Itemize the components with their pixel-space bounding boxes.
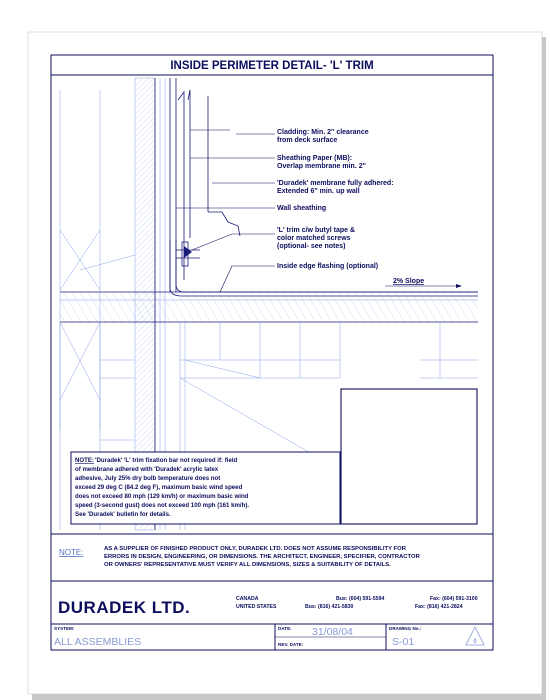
svg-text:Fax: (816) 421-2824: Fax: (816) 421-2824 [415, 604, 463, 610]
callout-wall-sheathing [277, 205, 326, 212]
svg-text:does not exceed 80 mph (129 km: does not exceed 80 mph (129 km/h) or maximum basic wind [75, 493, 249, 500]
svg-text:See 'Duradek' bulletin for det: See 'Duradek' bulletin for details. [75, 511, 171, 518]
disclaimer-text [104, 546, 421, 568]
svg-text:'Duradek' membrane fully adher: 'Duradek' membrane fully adhered: [277, 180, 394, 187]
svg-text:Inside edge flashing (optional: Inside edge flashing (optional) [277, 263, 379, 270]
svg-text:AS A SUPPLIER OF FINISHED PROD: AS A SUPPLIER OF FINISHED PRODUCT ONLY, DURADEK LTD. DOES NOT ASSUME RESPONSIBILITY FOR [104, 546, 406, 552]
rev-date-label: REV. DATE: [278, 642, 304, 647]
svg-text:Bus: (604) 591-5594: Bus: (604) 591-5594 [336, 596, 385, 602]
svg-text:'Duradek' 'L' trim fixation ba: 'Duradek' 'L' trim fixation bar not required if: field [95, 457, 238, 464]
svg-text:OR OWNERS' REPRESENTATIVE MUST: OR OWNERS' REPRESENTATIVE MUST VERIFY ALL DIMENSIONS, SIZES & SUITABILITY OF DETAILS. [104, 562, 391, 568]
svg-text:exceed 29 deg C (84.2 deg F),: exceed 29 deg C (84.2 deg F), maximum basic wind speed [75, 484, 243, 491]
svg-text:speed (3-second gust) does not: speed (3-second gust) does not exceed 100 mph (161 km/h). [75, 502, 250, 509]
svg-text:ERRORS IN DESIGN, ENGINEERING,: ERRORS IN DESIGN, ENGINEERING, OR DIMENSIONS. THE ARCHITECT, ENGINEER, SPECIFIER, CONTRACTOR [104, 554, 420, 560]
svg-text:color matched screws: color matched screws [277, 235, 351, 242]
slope-label: 2% Slope [393, 278, 425, 285]
svg-text:Extended 6" min. up wall: Extended 6" min. up wall [277, 188, 360, 195]
svg-text:Fax: (604) 591-3100: Fax: (604) 591-3100 [430, 596, 478, 602]
svg-text:UNITED STATES: UNITED STATES [236, 604, 277, 610]
revision-value: 0 [473, 639, 477, 645]
disclaimer-label: NOTE: [59, 548, 84, 557]
svg-text:Bus: (816) 421-5830: Bus: (816) 421-5830 [305, 604, 354, 610]
date-label: DATE: [278, 626, 292, 631]
svg-text:of membrane adhered with 'Dura: of membrane adhered with 'Duradek' acrylic latex [75, 466, 219, 473]
svg-text:CANADA: CANADA [236, 596, 259, 602]
note-label: NOTE: [75, 457, 94, 464]
svg-text:'L' trim c/w butyl tape &: 'L' trim c/w butyl tape & [277, 227, 356, 234]
svg-text:from deck surface: from deck surface [277, 137, 338, 144]
svg-text:Sheathing Paper (MB):: Sheathing Paper (MB): [277, 155, 353, 162]
date-value: 31/08/04 [312, 626, 353, 638]
system-label: SYSTEM: [54, 626, 75, 631]
svg-text:adhesive, July 25% dry bulb te: adhesive, July 25% dry bulb temperature does not [75, 475, 221, 482]
system-value: ALL ASSEMBLIES [54, 636, 142, 648]
drawing-title: INSIDE PERIMETER DETAIL- 'L' TRIM [170, 60, 374, 72]
svg-text:Overlap membrane min. 2": Overlap membrane min. 2" [277, 163, 366, 170]
detail-box [341, 389, 477, 524]
callout-inside-edge-flashing [277, 263, 378, 270]
callout-l-trim [277, 227, 355, 250]
svg-text:Cladding: Min. 2" clearance: Cladding: Min. 2" clearance [277, 129, 369, 136]
company-logo: DURADEK LTD. [58, 598, 191, 617]
svg-text:(optional- see notes): (optional- see notes) [277, 243, 346, 250]
svg-text:Wall sheathing: Wall sheathing [277, 205, 327, 212]
drawing-no-label: DRAWING No.: [389, 626, 422, 631]
drawing-no-value: S-01 [392, 636, 415, 648]
